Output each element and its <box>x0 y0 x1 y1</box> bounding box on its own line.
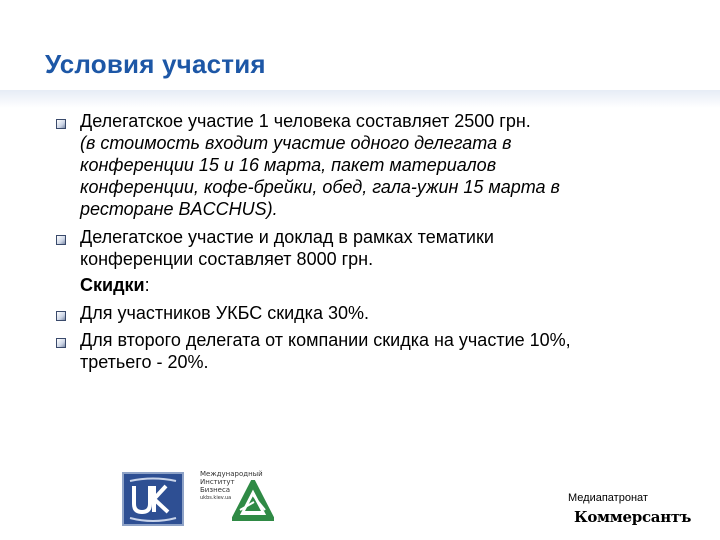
kommersant-logo: Коммерсантъ <box>574 508 692 526</box>
bullet-1-line-5: ресторане BACCHUS). <box>80 199 278 219</box>
bullet-1-line-4: конференции, кофе-брейки, обед, гала-ужин 15 марта в <box>80 177 560 197</box>
discounts-label: Скидки <box>80 275 145 295</box>
bullet-icon <box>56 338 66 348</box>
logo-caption-line: ukbs.kiev.ua <box>200 495 232 501</box>
bullet-4-line-1: Для второго делегата от компании скидка на участие 10%, <box>80 330 571 350</box>
bullet-4-line-2: третьего - 20%. <box>80 352 209 372</box>
discounts-heading <box>80 274 150 296</box>
title-underline-band <box>0 90 720 108</box>
bullet-icon <box>56 311 66 321</box>
discounts-colon: : <box>144 275 150 295</box>
bullet-3-line-1: Для участников УКБС скидка 30%. <box>80 303 369 323</box>
logo-caption-line: Международный <box>200 470 263 478</box>
triangle-logo <box>232 480 274 522</box>
ukbs-logo <box>122 472 184 526</box>
bullet-2-line-1: Делегатское участие и доклад в рамках тематики <box>80 227 494 247</box>
bullet-1-line-3: конференции 15 и 16 марта, пакет материалов <box>80 155 497 175</box>
logo-caption-line: Институт <box>200 478 235 486</box>
slide-title: Условия участия <box>45 49 266 79</box>
logo-caption-line: Бизнеса <box>200 486 231 494</box>
bullet-1-line-2: (в стоимость входит участие одного делегата в <box>80 133 512 153</box>
media-patronage-label: Медиапатронат <box>568 492 648 504</box>
bullet-2-line-2: конференции составляет 8000 грн. <box>80 249 374 269</box>
bullet-icon <box>56 119 66 129</box>
bullet-icon <box>56 235 66 245</box>
bullet-1-line-1: Делегатское участие 1 человека составляет 2500 грн. <box>80 111 531 131</box>
